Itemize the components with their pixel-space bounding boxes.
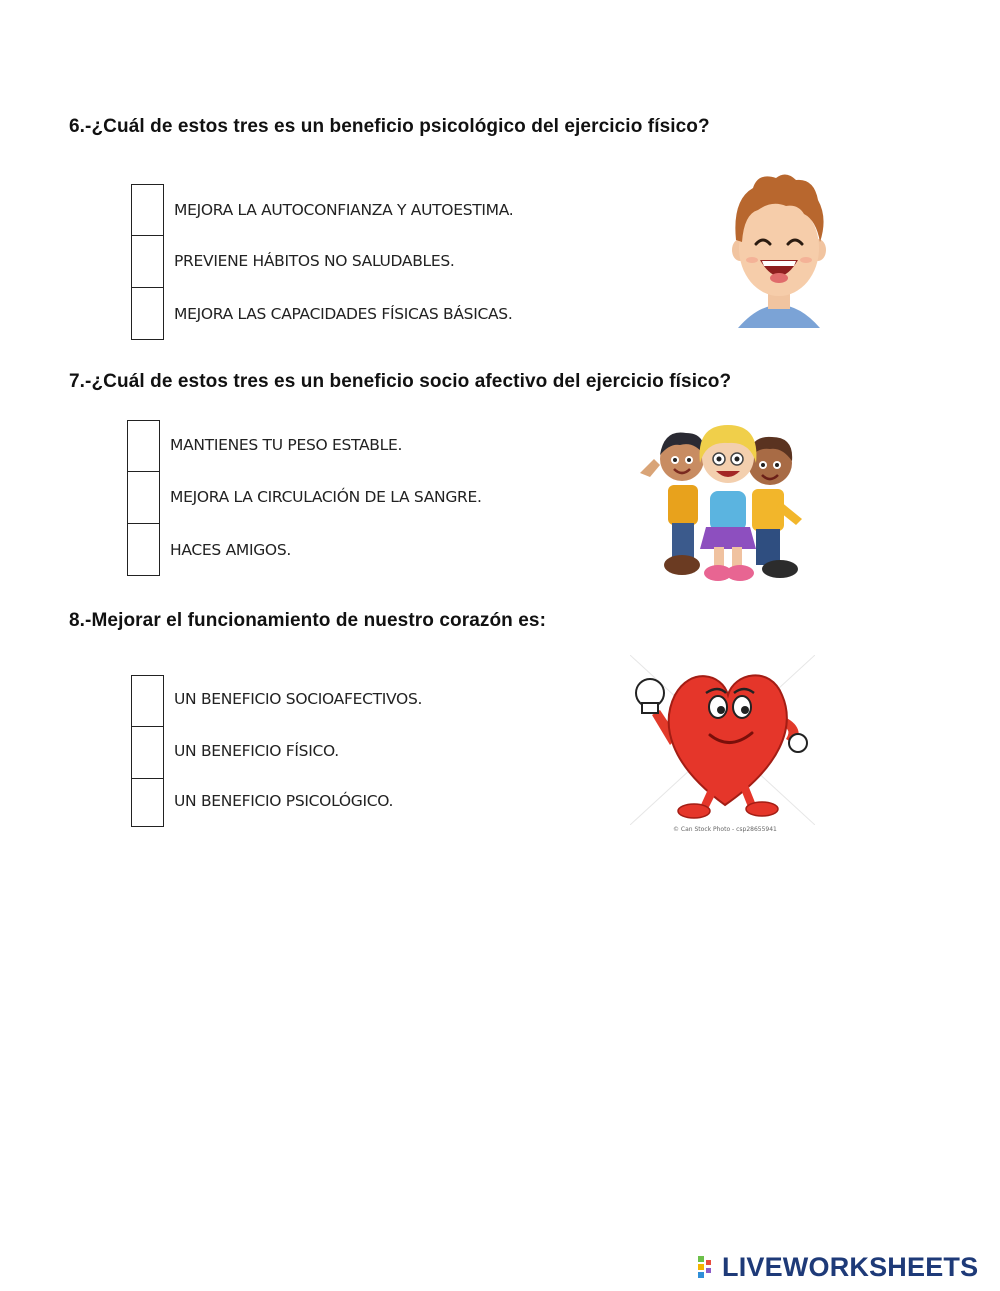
option-label: MEJORA LA CIRCULACIÓN DE LA SANGRE.	[170, 488, 482, 506]
question-6-option-2	[131, 236, 651, 288]
answer-checkbox[interactable]	[131, 288, 164, 340]
question-7-title: 7.-¿Cuál de estos tres es un beneficio socio afectivo del ejercicio físico?	[69, 371, 732, 392]
question-8-title: 8.-Mejorar el funcionamiento de nuestro corazón es:	[69, 610, 547, 631]
question-8-option-3	[131, 779, 651, 831]
answer-checkbox[interactable]	[131, 184, 164, 236]
option-label: MEJORA LA AUTOCONFIANZA Y AUTOESTIMA.	[174, 201, 514, 219]
answer-checkbox[interactable]	[127, 420, 160, 472]
option-label: MEJORA LAS CAPACIDADES FÍSICAS BÁSICAS.	[174, 305, 513, 323]
option-label: UN BENEFICIO FÍSICO.	[174, 742, 339, 760]
question-7-option-3	[127, 524, 647, 576]
brand-name: LIVEWORKSHEETS	[722, 1252, 979, 1282]
answer-checkbox[interactable]	[131, 675, 164, 727]
option-label: MANTIENES TU PESO ESTABLE.	[170, 436, 403, 454]
answer-checkbox[interactable]	[131, 779, 164, 827]
three-friends-illustration	[630, 415, 820, 587]
option-label: UN BENEFICIO SOCIOAFECTIVOS.	[174, 690, 423, 708]
image-credit: © Can Stock Photo - csp28655941	[673, 826, 777, 833]
answer-checkbox[interactable]	[131, 727, 164, 779]
brand-footer[interactable]	[698, 1252, 978, 1283]
question-8-option-1	[131, 675, 651, 727]
smiling-boy-illustration	[728, 170, 830, 332]
option-label: HACES AMIGOS.	[170, 541, 291, 559]
answer-checkbox[interactable]	[127, 524, 160, 576]
option-label: PREVIENE HÁBITOS NO SALUDABLES.	[174, 252, 455, 270]
strong-heart-illustration	[630, 655, 815, 825]
option-label: UN BENEFICIO PSICOLÓGICO.	[174, 792, 394, 810]
liveworksheets-logo-icon	[698, 1254, 720, 1282]
question-6-title: 6.-¿Cuál de estos tres es un beneficio psicológico del ejercicio físico?	[69, 116, 710, 137]
question-7-option-1	[127, 420, 647, 472]
answer-checkbox[interactable]	[127, 472, 160, 524]
question-6-option-1	[131, 184, 651, 236]
question-8-option-2	[131, 727, 651, 779]
answer-checkbox[interactable]	[131, 236, 164, 288]
question-6-option-3	[131, 288, 651, 340]
question-7-option-2	[127, 472, 647, 524]
